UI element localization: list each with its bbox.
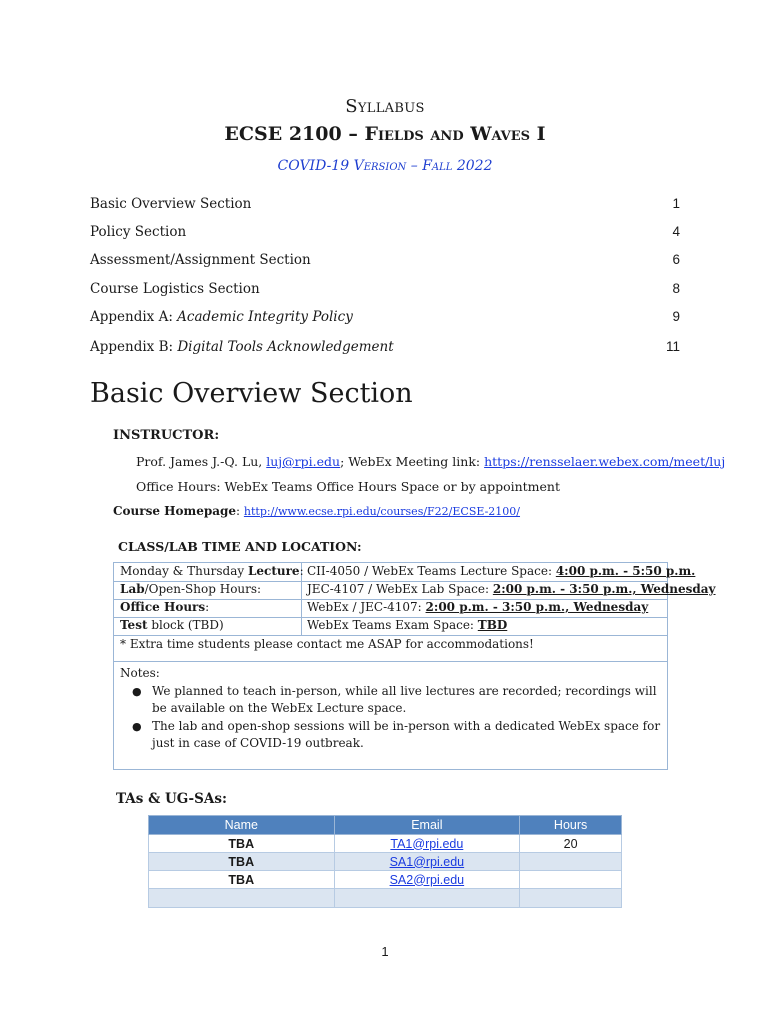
- toc-title: Academic Integrity Policy: [177, 309, 353, 325]
- homepage-label: Course Homepage: [113, 504, 237, 518]
- toc-label: Course Logistics Section: [90, 281, 260, 297]
- ta-name: TBA: [149, 835, 335, 853]
- column-header: Email: [334, 816, 520, 835]
- cell-text: :: [299, 564, 304, 578]
- toc-label: Policy Section: [90, 224, 187, 240]
- instructor-label: INSTRUCTOR:: [113, 428, 220, 443]
- cell-text: Monday & Thursday: [120, 564, 248, 578]
- table-row: [114, 599, 667, 618]
- cell-time: 2:00 p.m. - 3:50 p.m., Wednesday: [425, 600, 649, 614]
- webex-meeting-link[interactable]: https://rensselaer.webex.com/meet/luj: [484, 454, 726, 469]
- bullet-icon: ●: [132, 719, 142, 733]
- table-row: [114, 635, 667, 662]
- version-covid: COVID-19: [277, 158, 350, 174]
- cell-bold: Lecture: [247, 564, 300, 578]
- schedule-type: [120, 618, 224, 632]
- toc-label: [90, 339, 394, 355]
- schedule-type: [120, 582, 261, 596]
- cell-text: WebEx Teams Exam Space:: [307, 618, 478, 632]
- ta-hours: 20: [520, 835, 622, 853]
- toc-page: 4: [672, 224, 680, 239]
- instructor-line: [136, 454, 725, 469]
- toc-page: 11: [665, 339, 680, 354]
- ta-hours: [520, 871, 622, 889]
- ta-email-link[interactable]: TA1@rpi.edu: [334, 835, 520, 853]
- toc-page: 8: [672, 281, 680, 296]
- course-name: Fields and Waves I: [364, 123, 546, 145]
- note-text: The lab and open-shop sessions will be in-person with a dedicated WebEx space for just in case of COVID-19 outbreak.: [152, 718, 661, 750]
- schedule-detail: [307, 600, 648, 614]
- toc-title: Digital Tools Acknowledgement: [177, 339, 394, 355]
- cell-text: WebEx / JEC-4107:: [307, 600, 426, 614]
- ta-name: TBA: [149, 853, 335, 871]
- toc-entry-course-logistics[interactable]: [90, 281, 680, 301]
- course-code: ECSE 2100 –: [224, 123, 358, 145]
- toc-label: Basic Overview Section: [90, 196, 252, 212]
- table-row: [114, 617, 667, 636]
- schedule-detail: [307, 618, 507, 632]
- ta-hours: [520, 853, 622, 871]
- list-item: [120, 683, 670, 718]
- column-header: Name: [149, 816, 335, 835]
- homepage-colon: :: [236, 504, 244, 518]
- cell-text: block (TBD): [147, 618, 224, 632]
- list-item: [120, 718, 670, 753]
- class-lab-table: [113, 562, 716, 770]
- toc-prefix: Appendix B:: [90, 339, 178, 355]
- toc-entry-appendix-b[interactable]: [90, 339, 680, 359]
- class-lab-heading: CLASS/LAB TIME AND LOCATION:: [118, 539, 362, 554]
- table-row: [114, 563, 696, 582]
- cell-time: 2:00 p.m. - 3:50 p.m., Wednesday: [492, 582, 716, 596]
- toc-entry-basic-overview[interactable]: [90, 196, 680, 216]
- course-homepage-line: [113, 504, 520, 518]
- webex-label: ; WebEx Meeting link:: [340, 454, 485, 469]
- bullet-icon: ●: [132, 684, 142, 698]
- syllabus-label: Syllabus: [345, 96, 425, 117]
- toc-entry-assessment[interactable]: [90, 252, 680, 272]
- table-row: [149, 871, 622, 889]
- page-number: 1: [381, 944, 389, 959]
- toc-page: 9: [672, 309, 680, 324]
- notes-block: [120, 665, 670, 753]
- toc-page: 1: [672, 196, 680, 211]
- ta-name: [149, 889, 335, 908]
- version-year: 2022: [456, 158, 493, 174]
- version-subtitle: [0, 158, 770, 174]
- cell-text: CII-4050 / WebEx Teams Lecture Space:: [307, 564, 556, 578]
- course-title: [0, 123, 770, 145]
- toc-label: [90, 309, 353, 325]
- section-heading: Basic Overview Section: [90, 378, 413, 409]
- ta-email-link: [334, 889, 520, 908]
- table-row: [149, 835, 622, 853]
- instructor-name: Prof. James J.-Q. Lu,: [136, 454, 267, 469]
- instructor-email-link[interactable]: luj@rpi.edu: [266, 454, 341, 469]
- column-header: Hours: [520, 816, 622, 835]
- table-header-row: [149, 816, 622, 835]
- ta-email-link[interactable]: SA2@rpi.edu: [334, 871, 520, 889]
- note-text: We planned to teach in-person, while all live lectures are recorded; recordings will be available on the WebEx Lecture space.: [152, 683, 657, 715]
- ta-table: [148, 815, 622, 908]
- ta-email-link[interactable]: SA1@rpi.edu: [334, 853, 520, 871]
- toc-page: 6: [672, 252, 680, 267]
- notes-label: Notes:: [120, 666, 160, 680]
- table-row: [149, 853, 622, 871]
- tas-heading: TAs & UG-SAs:: [116, 791, 227, 807]
- toc-label: Assessment/Assignment Section: [90, 252, 311, 268]
- table-row: [149, 889, 622, 908]
- ta-name: TBA: [149, 871, 335, 889]
- schedule-detail: [307, 564, 695, 578]
- version-term: Fall: [422, 158, 453, 174]
- version-word: Version: [353, 158, 407, 174]
- schedule-type: [120, 564, 304, 578]
- cell-time: 4:00 p.m. - 5:50 p.m.: [555, 564, 696, 578]
- toc-prefix: Appendix A:: [90, 309, 178, 325]
- ta-hours: [520, 889, 622, 908]
- schedule-detail: [307, 582, 716, 596]
- cell-bold: Office Hours: [120, 600, 206, 614]
- version-dash: –: [410, 158, 418, 174]
- toc-entry-policy[interactable]: [90, 224, 680, 244]
- cell-text: JEC-4107 / WebEx Lab Space:: [307, 582, 493, 596]
- toc-entry-appendix-a[interactable]: [90, 309, 680, 329]
- cell-time: TBD: [477, 618, 508, 632]
- extra-time-note: * Extra time students please contact me ASAP for accommodations!: [120, 637, 534, 651]
- cell-text: /Open-Shop Hours:: [144, 582, 262, 596]
- schedule-type: [120, 600, 209, 614]
- cell-bold: Test: [120, 618, 148, 632]
- office-hours-line: Office Hours: WebEx Teams Office Hours Space or by appointment: [136, 479, 560, 494]
- homepage-link[interactable]: http://www.ecse.rpi.edu/courses/F22/ECSE-2100/: [243, 505, 521, 518]
- table-row: [114, 581, 716, 600]
- cell-text: :: [205, 600, 210, 614]
- cell-bold: Lab: [120, 582, 145, 596]
